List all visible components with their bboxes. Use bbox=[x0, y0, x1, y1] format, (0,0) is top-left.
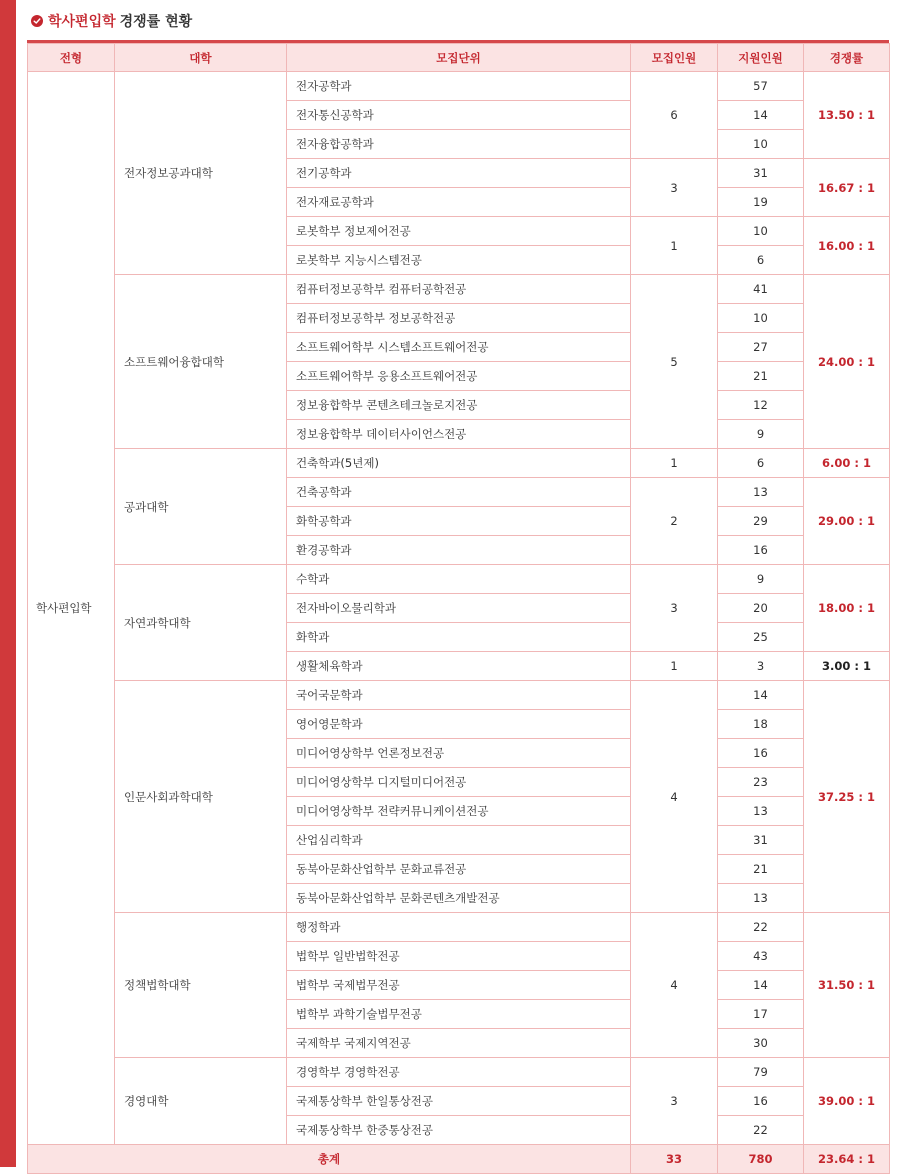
table-row bbox=[28, 565, 890, 594]
table-row bbox=[28, 72, 890, 101]
column-header: 전형 bbox=[28, 44, 115, 72]
unit-cell: 화학공학과 bbox=[287, 507, 631, 536]
unit-cell: 정보융합학부 데이터사이언스전공 bbox=[287, 420, 631, 449]
unit-cell: 전자재료공학과 bbox=[287, 188, 631, 217]
applicants-cell: 6 bbox=[718, 449, 804, 478]
college-cell: 전자정보공과대학 bbox=[115, 72, 287, 275]
table-body bbox=[28, 72, 890, 1145]
applicants-cell: 10 bbox=[718, 130, 804, 159]
unit-cell: 소프트웨어학부 응용소프트웨어전공 bbox=[287, 362, 631, 391]
applicants-cell: 31 bbox=[718, 159, 804, 188]
unit-cell: 로봇학부 지능시스템전공 bbox=[287, 246, 631, 275]
ratio-cell: 24.00 : 1 bbox=[804, 275, 890, 449]
applicants-cell: 57 bbox=[718, 72, 804, 101]
applicants-cell: 23 bbox=[718, 768, 804, 797]
quota-cell: 4 bbox=[631, 681, 718, 913]
table-row bbox=[28, 913, 890, 942]
quota-cell: 3 bbox=[631, 159, 718, 217]
applicants-cell: 16 bbox=[718, 739, 804, 768]
unit-cell: 법학부 국제법무전공 bbox=[287, 971, 631, 1000]
unit-cell: 건축공학과 bbox=[287, 478, 631, 507]
unit-cell: 국어국문학과 bbox=[287, 681, 631, 710]
table-header-row bbox=[28, 44, 890, 72]
admission-type-cell: 학사편입학 bbox=[28, 72, 115, 1145]
unit-cell: 행정학과 bbox=[287, 913, 631, 942]
unit-cell: 전자공학과 bbox=[287, 72, 631, 101]
ratio-cell: 18.00 : 1 bbox=[804, 565, 890, 652]
applicants-cell: 14 bbox=[718, 971, 804, 1000]
quota-cell: 3 bbox=[631, 565, 718, 652]
table-row bbox=[28, 449, 890, 478]
applicants-cell: 41 bbox=[718, 275, 804, 304]
unit-cell: 법학부 과학기술법무전공 bbox=[287, 1000, 631, 1029]
quota-cell: 4 bbox=[631, 913, 718, 1058]
unit-cell: 미디어영상학부 디지털미디어전공 bbox=[287, 768, 631, 797]
unit-cell: 수학과 bbox=[287, 565, 631, 594]
college-cell: 인문사회과학대학 bbox=[115, 681, 287, 913]
unit-cell: 전자통신공학과 bbox=[287, 101, 631, 130]
unit-cell: 경영학부 경영학전공 bbox=[287, 1058, 631, 1087]
ratio-cell: 13.50 : 1 bbox=[804, 72, 890, 159]
applicants-cell: 9 bbox=[718, 565, 804, 594]
unit-cell: 전자융합공학과 bbox=[287, 130, 631, 159]
applicants-cell: 22 bbox=[718, 1116, 804, 1145]
unit-cell: 국제통상학부 한일통상전공 bbox=[287, 1087, 631, 1116]
applicants-cell: 16 bbox=[718, 1087, 804, 1116]
quota-cell: 3 bbox=[631, 1058, 718, 1145]
unit-cell: 로봇학부 정보제어전공 bbox=[287, 217, 631, 246]
applicants-cell: 3 bbox=[718, 652, 804, 681]
applicants-cell: 13 bbox=[718, 797, 804, 826]
unit-cell: 국제학부 국제지역전공 bbox=[287, 1029, 631, 1058]
quota-cell: 1 bbox=[631, 449, 718, 478]
applicants-cell: 12 bbox=[718, 391, 804, 420]
college-cell: 소프트웨어융합대학 bbox=[115, 275, 287, 449]
college-cell: 정책법학대학 bbox=[115, 913, 287, 1058]
unit-cell: 동북아문화산업학부 문화콘텐츠개발전공 bbox=[287, 884, 631, 913]
total-ratio: 23.64 : 1 bbox=[804, 1145, 890, 1174]
section-title-accent: 학사편입학 bbox=[48, 14, 116, 30]
unit-cell: 미디어영상학부 언론정보전공 bbox=[287, 739, 631, 768]
applicants-cell: 31 bbox=[718, 826, 804, 855]
column-header: 모집인원 bbox=[631, 44, 718, 72]
unit-cell: 환경공학과 bbox=[287, 536, 631, 565]
unit-cell: 정보융합학부 콘텐츠테크놀로지전공 bbox=[287, 391, 631, 420]
applicants-cell: 16 bbox=[718, 536, 804, 565]
total-applicants: 780 bbox=[718, 1145, 804, 1174]
ratio-cell: 39.00 : 1 bbox=[804, 1058, 890, 1145]
ratio-cell: 29.00 : 1 bbox=[804, 478, 890, 565]
applicants-cell: 21 bbox=[718, 855, 804, 884]
applicants-cell: 79 bbox=[718, 1058, 804, 1087]
unit-cell: 컴퓨터정보공학부 컴퓨터공학전공 bbox=[287, 275, 631, 304]
competition-table-wrapper bbox=[27, 40, 889, 1174]
check-circle-icon bbox=[31, 15, 43, 27]
unit-cell: 건축학과(5년제) bbox=[287, 449, 631, 478]
applicants-cell: 22 bbox=[718, 913, 804, 942]
left-accent-bar bbox=[0, 0, 16, 1167]
applicants-cell: 14 bbox=[718, 681, 804, 710]
applicants-cell: 13 bbox=[718, 884, 804, 913]
unit-cell: 법학부 일반법학전공 bbox=[287, 942, 631, 971]
section-title bbox=[31, 8, 192, 34]
total-quota: 33 bbox=[631, 1145, 718, 1174]
unit-cell: 화학과 bbox=[287, 623, 631, 652]
unit-cell: 국제통상학부 한중통상전공 bbox=[287, 1116, 631, 1145]
college-cell: 경영대학 bbox=[115, 1058, 287, 1145]
unit-cell: 생활체육학과 bbox=[287, 652, 631, 681]
unit-cell: 영어영문학과 bbox=[287, 710, 631, 739]
applicants-cell: 21 bbox=[718, 362, 804, 391]
applicants-cell: 13 bbox=[718, 478, 804, 507]
applicants-cell: 20 bbox=[718, 594, 804, 623]
total-label: 총계 bbox=[28, 1145, 631, 1174]
quota-cell: 1 bbox=[631, 217, 718, 275]
applicants-cell: 10 bbox=[718, 217, 804, 246]
unit-cell: 컴퓨터정보공학부 정보공학전공 bbox=[287, 304, 631, 333]
unit-cell: 동북아문화산업학부 문화교류전공 bbox=[287, 855, 631, 884]
section-title-rest: 경쟁률 현황 bbox=[119, 14, 193, 30]
quota-cell: 1 bbox=[631, 652, 718, 681]
quota-cell: 5 bbox=[631, 275, 718, 449]
total-row bbox=[28, 1145, 890, 1174]
ratio-cell: 31.50 : 1 bbox=[804, 913, 890, 1058]
competition-table bbox=[27, 43, 890, 1174]
unit-cell: 산업심리학과 bbox=[287, 826, 631, 855]
unit-cell: 전기공학과 bbox=[287, 159, 631, 188]
applicants-cell: 30 bbox=[718, 1029, 804, 1058]
applicants-cell: 19 bbox=[718, 188, 804, 217]
ratio-cell: 6.00 : 1 bbox=[804, 449, 890, 478]
table-row bbox=[28, 1058, 890, 1087]
table-row bbox=[28, 681, 890, 710]
column-header: 대학 bbox=[115, 44, 287, 72]
column-header: 지원인원 bbox=[718, 44, 804, 72]
applicants-cell: 10 bbox=[718, 304, 804, 333]
applicants-cell: 6 bbox=[718, 246, 804, 275]
applicants-cell: 18 bbox=[718, 710, 804, 739]
applicants-cell: 9 bbox=[718, 420, 804, 449]
college-cell: 공과대학 bbox=[115, 449, 287, 565]
ratio-cell: 37.25 : 1 bbox=[804, 681, 890, 913]
ratio-cell: 3.00 : 1 bbox=[804, 652, 890, 681]
applicants-cell: 29 bbox=[718, 507, 804, 536]
ratio-cell: 16.00 : 1 bbox=[804, 217, 890, 275]
applicants-cell: 27 bbox=[718, 333, 804, 362]
quota-cell: 2 bbox=[631, 478, 718, 565]
applicants-cell: 17 bbox=[718, 1000, 804, 1029]
unit-cell: 미디어영상학부 전략커뮤니케이션전공 bbox=[287, 797, 631, 826]
college-cell: 자연과학대학 bbox=[115, 565, 287, 681]
column-header: 모집단위 bbox=[287, 44, 631, 72]
ratio-cell: 16.67 : 1 bbox=[804, 159, 890, 217]
unit-cell: 전자바이오물리학과 bbox=[287, 594, 631, 623]
quota-cell: 6 bbox=[631, 72, 718, 159]
applicants-cell: 25 bbox=[718, 623, 804, 652]
unit-cell: 소프트웨어학부 시스템소프트웨어전공 bbox=[287, 333, 631, 362]
column-header: 경쟁률 bbox=[804, 44, 890, 72]
applicants-cell: 14 bbox=[718, 101, 804, 130]
applicants-cell: 43 bbox=[718, 942, 804, 971]
table-row bbox=[28, 275, 890, 304]
